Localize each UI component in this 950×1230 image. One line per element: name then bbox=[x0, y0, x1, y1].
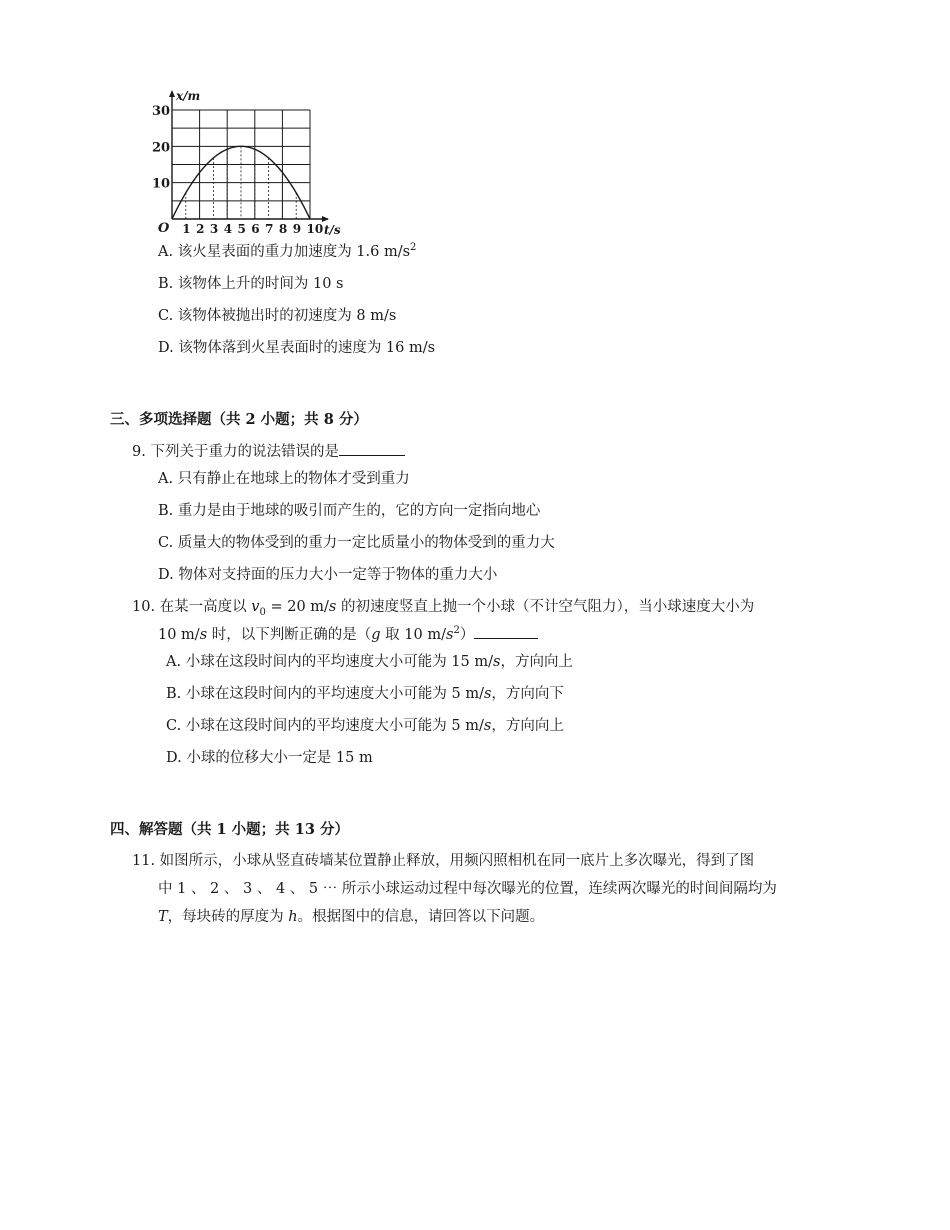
y-tick-label: 10 bbox=[152, 176, 171, 192]
y-tick-label: 30 bbox=[152, 104, 171, 119]
q8-option-c: C. 该物体被抛出时的初速度为 8 m/s bbox=[158, 308, 397, 324]
y-axis-arrow bbox=[169, 90, 175, 97]
q10-option-b: B. 小球在这段时间内的平均速度大小可能为 5 m/s，方向向下 bbox=[166, 686, 564, 702]
q8-option-a: A. 该火星表面的重力加速度为 1.6 $m/s^2$ bbox=[158, 242, 417, 260]
x-tick-label: 4 bbox=[223, 222, 233, 236]
q9-stem: 9. 下列关于重力的说法错误的是 bbox=[132, 441, 405, 462]
origin-label: O bbox=[158, 221, 170, 236]
q9-option-a: A. 只有静止在地球上的物体才受到重力 bbox=[158, 471, 410, 487]
x-tick-label: 8 bbox=[278, 222, 288, 236]
q10-option-d: D. 小球的位移大小一定是 15 m bbox=[166, 750, 373, 766]
section-4-title: 四、解答题（共 1 小题；共 13 分） bbox=[110, 821, 349, 838]
y-tick-label: 20 bbox=[152, 140, 171, 156]
y-axis-label: x/m bbox=[176, 89, 201, 103]
x-t-graph bbox=[150, 86, 350, 238]
q10-stem-line1: 10. 在某一高度以 $v_0 = 20$ m/s 的初速度竖直上抛一个小球（不计空气阻力），当小球速度大小为 bbox=[132, 599, 755, 618]
answer-blank[interactable] bbox=[474, 624, 538, 639]
q9-option-c: C. 质量大的物体受到的重力一定比质量小的物体受到的重力大 bbox=[158, 535, 555, 551]
q9-option-d: D. 物体对支持面的压力大小一定等于物体的重力大小 bbox=[158, 567, 498, 583]
x-tick-label: 2 bbox=[196, 222, 205, 236]
section-3-title: 三、多项选择题（共 2 小题；共 8 分） bbox=[110, 411, 368, 428]
x-tick-label: 3 bbox=[209, 222, 219, 236]
q11-line3: T，每块砖的厚度为 h。根据图中的信息，请回答以下问题。 bbox=[158, 909, 545, 925]
grid-lines bbox=[169, 90, 329, 222]
x-tick-label: 9 bbox=[292, 222, 302, 236]
q8-option-d: D. 该物体落到火星表面时的速度为 16 m/s bbox=[158, 340, 436, 356]
q11-line1: 11. 如图所示，小球从竖直砖墙某位置静止释放，用频闪照相机在同一底片上多次曝光，得到了图 bbox=[132, 853, 755, 869]
q10-option-a: A. 小球在这段时间内的平均速度大小可能为 15 m/s，方向向上 bbox=[166, 654, 573, 670]
q10-stem-line2: 10 m/s 时，以下判断正确的是（g 取 10 $m/s^2$） bbox=[158, 624, 538, 645]
q11-line2: 中 1 、 2 、 3 、 4 、 5 ⋯ 所示小球运动过程中每次曝光的位置，连续两次曝光的时间间隔均为 bbox=[158, 881, 777, 897]
x-tick-label: 1 bbox=[182, 222, 191, 236]
answer-blank[interactable] bbox=[339, 441, 405, 456]
x-tick-label: 7 bbox=[265, 222, 274, 236]
x-tick-label: 6 bbox=[251, 222, 260, 236]
x-tick-label: 5 bbox=[237, 222, 246, 236]
x-axis-label: t/s bbox=[324, 223, 341, 237]
q9-option-b: B. 重力是由于地球的吸引而产生的，它的方向一定指向地心 bbox=[158, 503, 541, 519]
x-tick-label: 10 bbox=[306, 222, 324, 236]
q8-option-b: B. 该物体上升的时间为 10 s bbox=[158, 276, 344, 292]
q10-option-c: C. 小球在这段时间内的平均速度大小可能为 5 m/s，方向向上 bbox=[166, 718, 564, 734]
